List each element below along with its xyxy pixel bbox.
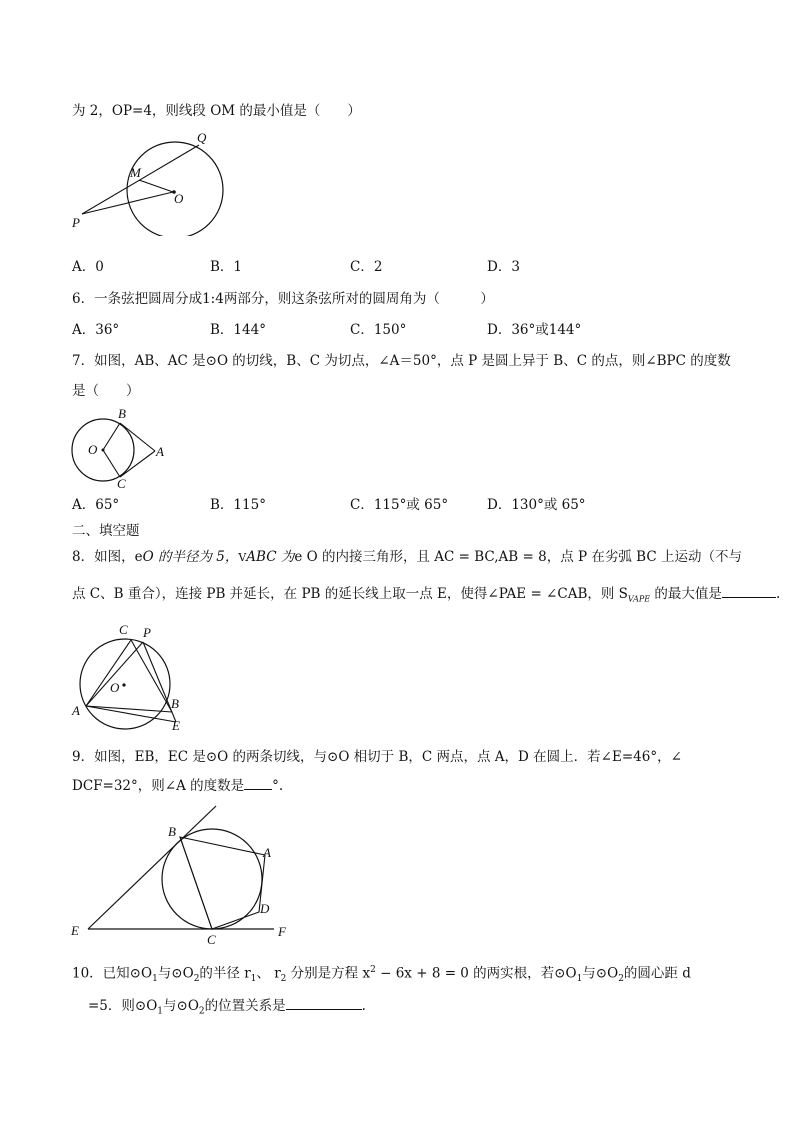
label-C: C xyxy=(119,622,128,637)
label-M: M xyxy=(130,165,141,180)
label-O: O xyxy=(174,191,184,206)
q8-figure xyxy=(66,618,196,736)
label-P: P xyxy=(72,215,80,230)
q10-stem-line1: 10．已知$⊙O_1$与$⊙O_2$的半径 $r_1$、 $r_2$ 分别是方程 $x^2 - 6x + 8 = 0$ 的两实根，若$⊙O_1$与$⊙O_2$的圆心距 d xyxy=(72,965,691,985)
q9-stem-line1: 9．如图，EB，EC 是⊙O 的两条切线，与⊙O 相切于 B，C 两点，点 A，D 在圆上．若∠E=46°，∠ xyxy=(72,749,682,765)
q8-stem-line2: 点 C、B 重合），连接 PB 并延长，在 PB 的延长线上取一点 E，使得∠PAE = ∠CAB，则 $S_{VAPE}$ 的最大值是 . xyxy=(72,586,781,604)
label-Q: Q xyxy=(197,130,207,145)
q9-stem-line2: DCF=32°，则∠A 的度数是 °. xyxy=(72,778,284,794)
label-A: A xyxy=(156,444,164,459)
q6-option-d[interactable]: D．36°或144° xyxy=(487,322,582,338)
q9-answer-blank[interactable] xyxy=(244,777,272,790)
q5-figure xyxy=(66,126,236,236)
q7-stem-line2: 是（ ） xyxy=(72,383,140,399)
q6-option-a[interactable]: A．36° xyxy=(72,322,120,338)
label-A: A xyxy=(72,703,80,718)
label-B: B xyxy=(171,696,179,711)
q6-stem: 6．一条弦把圆周分成1:4两部分，则这条弦所对的圆周角为（ ） xyxy=(72,291,494,307)
label-O: O xyxy=(110,680,120,695)
label-F: F xyxy=(278,924,286,939)
q7-option-a[interactable]: A．65° xyxy=(72,497,120,513)
label-B: B xyxy=(168,824,176,839)
q7-figure xyxy=(66,404,176,490)
q9-figure xyxy=(66,800,296,950)
label-O: O xyxy=(88,442,98,457)
q8-stem-line1: 8．如图，eO 的半径为 5，VABC 为e O 的内接三角形，且 AC = BC,AB = 8，点 P 在劣弧 BC 上运动（不与 xyxy=(72,549,742,565)
q7-option-d[interactable]: D．130°或 65° xyxy=(487,497,586,513)
q10-stem-line2: =5．则$⊙O_1$与$⊙O_2$的位置关系是 . xyxy=(88,998,366,1017)
q6-option-c[interactable]: C．150° xyxy=(350,322,407,338)
q5-option-b[interactable]: B．1 xyxy=(210,259,243,275)
q10-answer-blank[interactable] xyxy=(286,997,362,1010)
label-E: E xyxy=(172,718,180,733)
q8-answer-blank[interactable] xyxy=(722,585,776,598)
label-D: D xyxy=(260,901,270,916)
q7-option-c[interactable]: C．115°或 65° xyxy=(350,497,449,513)
q7-option-b[interactable]: B．115° xyxy=(210,497,266,513)
label-C: C xyxy=(117,476,126,490)
q5-option-d[interactable]: D．3 xyxy=(487,259,520,275)
label-A: A xyxy=(263,845,271,860)
label-P: P xyxy=(143,625,151,640)
label-C: C xyxy=(207,932,216,947)
q5-option-c[interactable]: C．2 xyxy=(350,259,383,275)
q6-option-b[interactable]: B．144° xyxy=(210,322,266,338)
label-B: B xyxy=(118,406,126,421)
label-E: E xyxy=(71,923,79,938)
q5-option-a[interactable]: A．0 xyxy=(72,259,104,275)
section-heading: 二、填空题 xyxy=(72,523,140,539)
q7-stem-line1: 7．如图，AB、AC 是⊙O 的切线，B、C 为切点，∠A＝50°，点 P 是圆上异于 B、C 的点，则∠BPC 的度数 xyxy=(72,353,731,369)
q5-stem: 为 2，OP=4，则线段 OM 的最小值是（ ） xyxy=(72,103,361,119)
